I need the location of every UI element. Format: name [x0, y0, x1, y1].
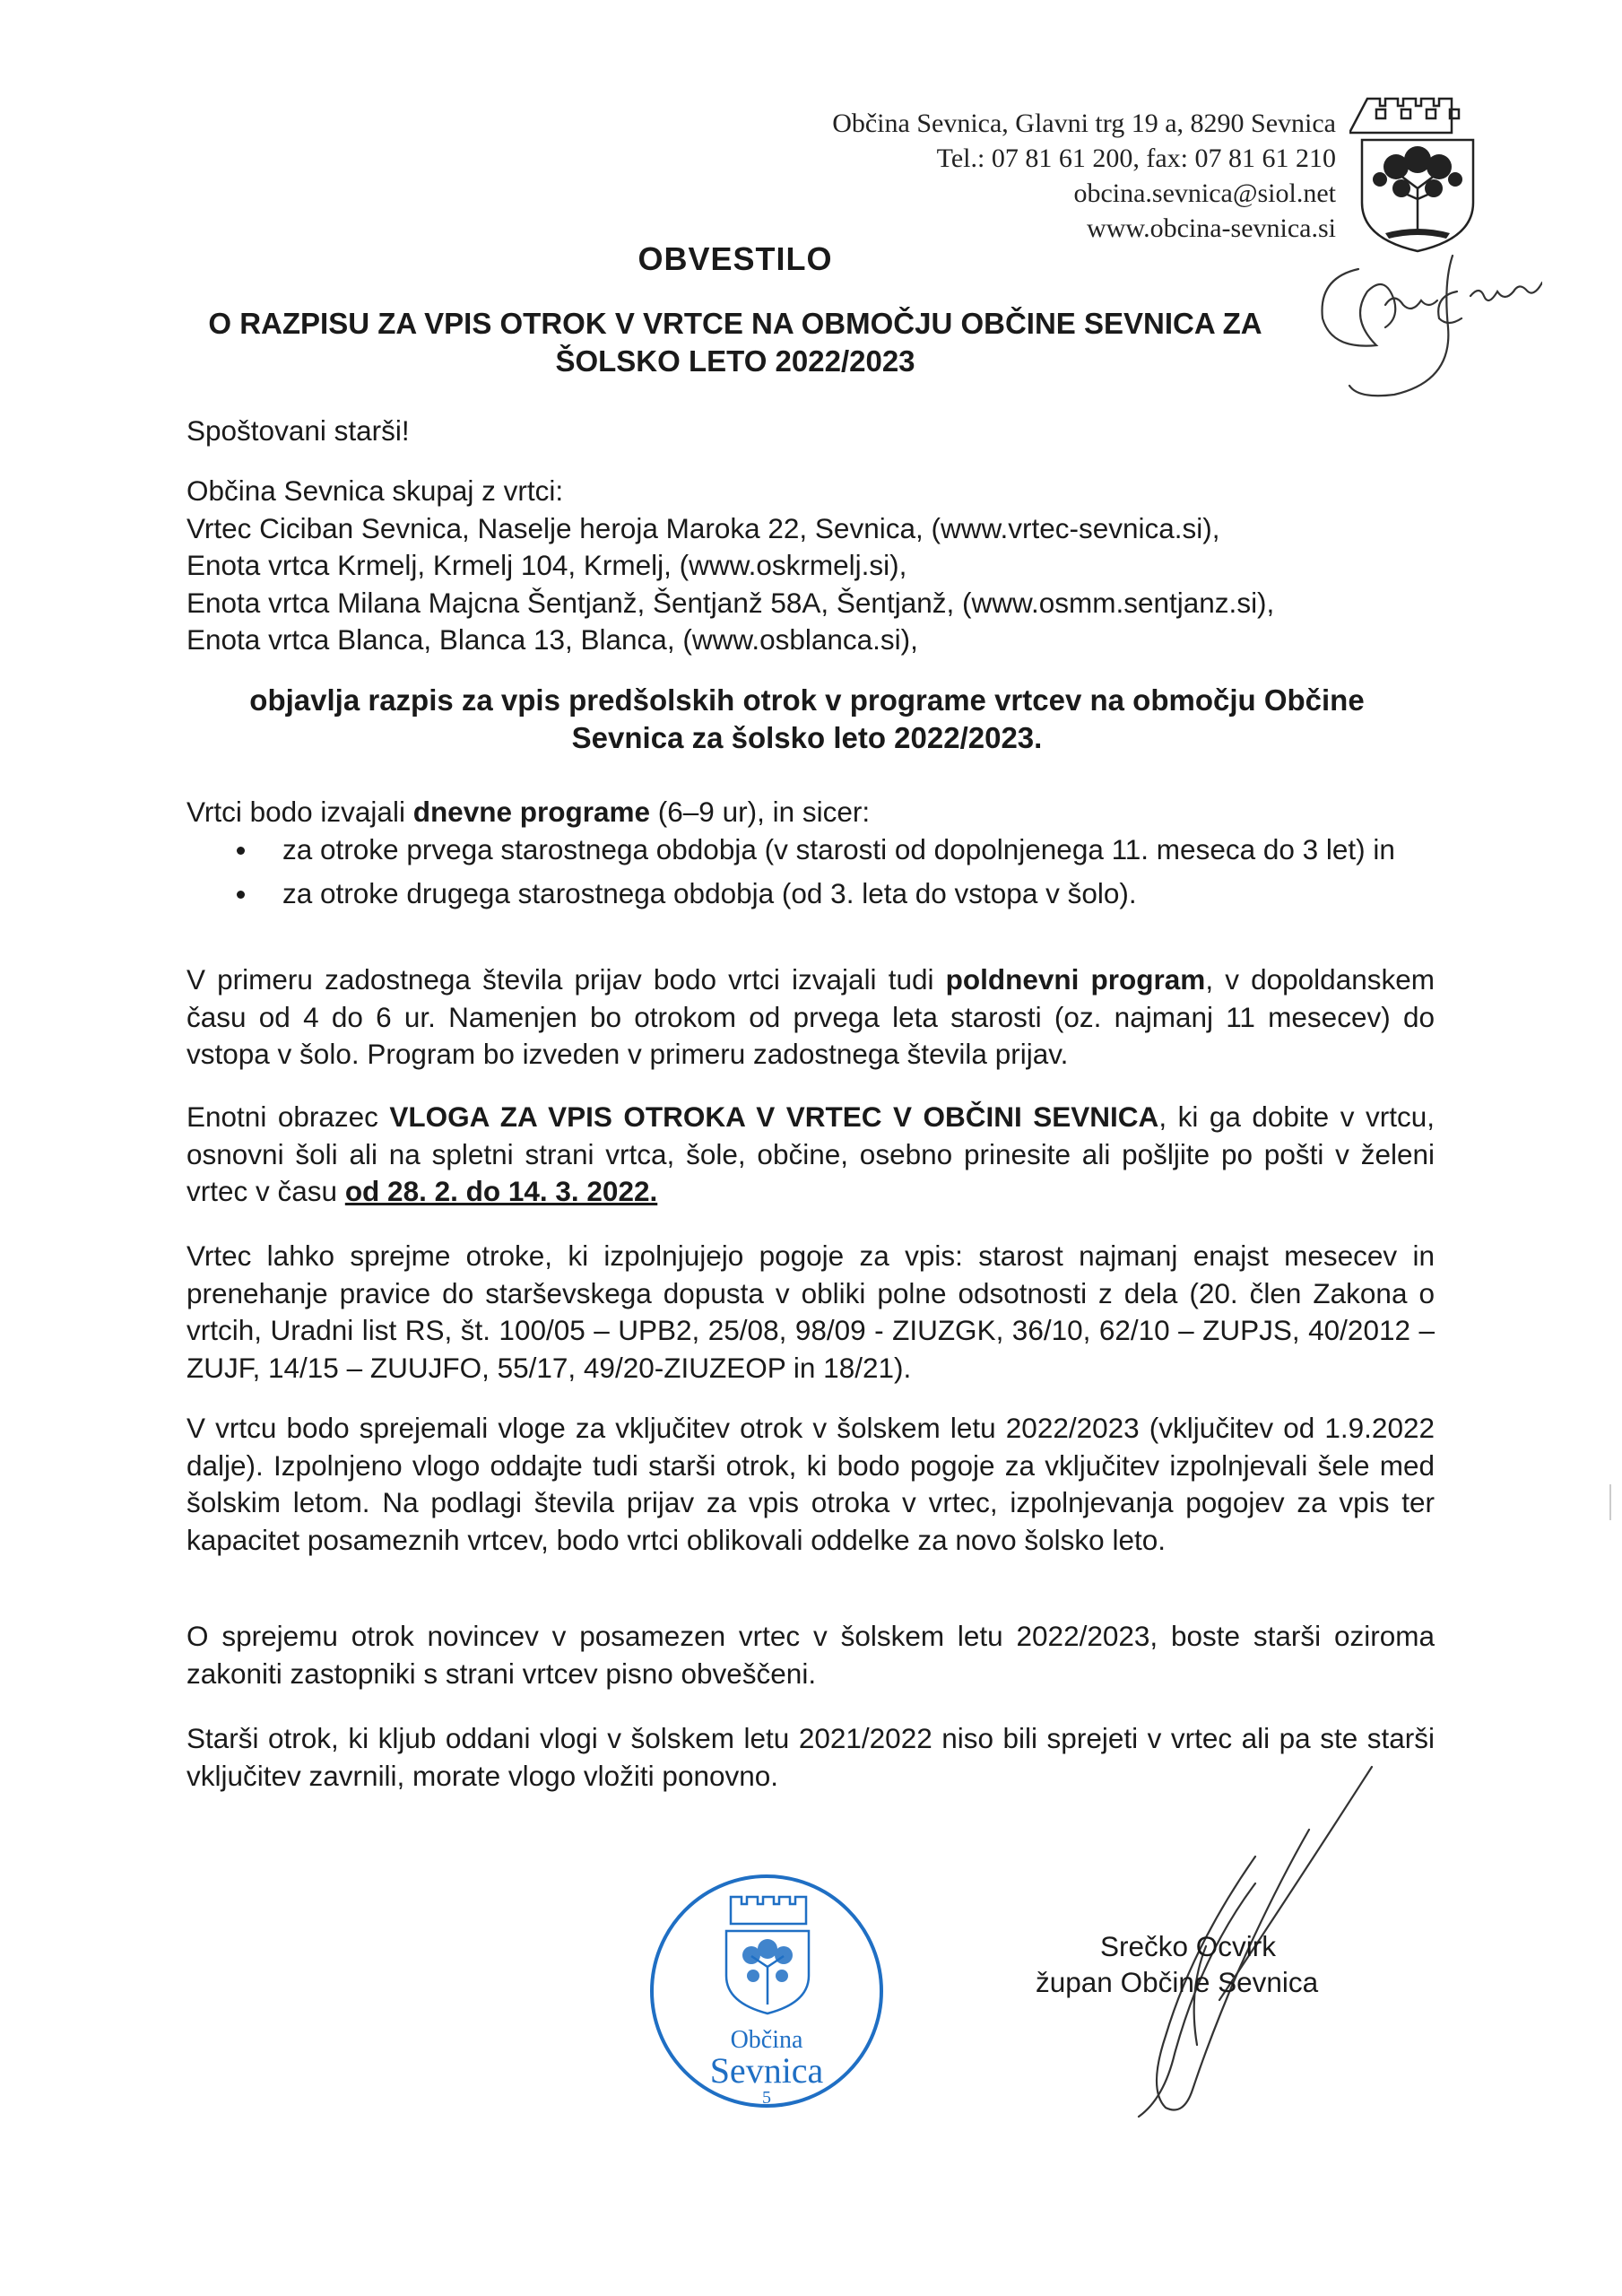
announcement: [179, 682, 1435, 757]
municipality-crest-icon: [1349, 90, 1484, 256]
handwritten-signature-top-icon: [1305, 242, 1542, 404]
form-name-bold: VLOGA ZA VPIS OTROKA V VRTEC V OBČINI SEVNICA: [389, 1100, 1159, 1133]
programs-list: [186, 831, 1435, 913]
signatory-role: župan Občine Sevnica: [1036, 1966, 1319, 1998]
letterhead-phone: Tel.: 07 81 61 200, fax: 07 81 61 210: [936, 144, 1336, 173]
stamp-number: 5: [762, 2088, 771, 2108]
unit-blanca: Enota vrtca Blanca, Blanca 13, Blanca, (www.osblanca.si),: [186, 623, 918, 656]
programs-lead-bold: dnevne programe: [412, 796, 651, 828]
letterhead-web: www.obcina-sevnica.si: [1087, 213, 1336, 243]
half-day-bold: poldnevni program: [945, 963, 1206, 996]
unit-sentjanz: Enota vrtca Milana Majcna Šentjanž, Šentjanž 58A, Šentjanž, (www.osmm.sentjanz.si),: [186, 586, 1275, 619]
half-day-paragraph: V primeru zadostnega števila prijav bodo vrtci izvajali tudi poldnevni program, v dopoldanskem času od 4 do 6 ur. Namenjen bo otrokom od prvega leta starosti (oz. najmanj 11 mesecev) do vstopa v šolo. Program bo izveden v primeru zadostnega števila prijav.: [186, 963, 1435, 1070]
list-item: za otroke drugega starostnega obdobja (od 3. leta do vstopa v šolo).: [186, 875, 1435, 913]
form-paragraph: Enotni obrazec VLOGA ZA VPIS OTROKA V VRTEC V OBČINI SEVNICA, ki ga dobite v vrtcu, osnovni šoli ali na spletni strani vrtca, šole, občine, osebno prinesite ali pošljite po pošti v želeni vrtec v času od 28. 2. do 14. 3. 2022.: [186, 1100, 1435, 1207]
signatory: [1036, 1928, 1318, 2000]
letterhead-email: obcina.sevnica@siol.net: [1073, 178, 1336, 208]
programs-lead: Vrtci bodo izvajali dnevne programe (6–9 ur), in sicer:: [186, 796, 871, 828]
reapply-paragraph: Starši otrok, ki kljub oddani vlogi v šolskem letu 2021/2022 niso bili sprejeti v vrtec ali pa ste starši vključitev zavrnili, morate vlogo vložiti ponovno.: [186, 1722, 1435, 1792]
programs-section: [186, 794, 1435, 913]
stamp-text-1: Občina: [730, 2026, 803, 2054]
document-subtitle: [179, 305, 1291, 380]
list-item: za otroke prvega starostnega obdobja (v starosti od dopolnjenega 11. meseca do 3 let) in: [186, 831, 1435, 869]
applications-paragraph: V vrtcu bodo sprejemali vloge za vključitev otrok v šolskem letu 2022/2023 (vključitev od 1.9.2022 dalje). Izpolnjeno vlogo oddajte tudi starši otrok, ki bodo pogoje za vključitev izpolnjevali šele med šolskim letom. Na podlagi števila prijav za vpis otroka v vrtec, izpolnjevanja pogojev za vpis ter kapacitet posameznih vrtcev, bodo vrtci oblikovali oddelke za novo šolsko leto.: [186, 1412, 1435, 1556]
stamp-text-2: Sevnica: [709, 2050, 824, 2091]
document-title: OBVESTILO: [638, 240, 833, 277]
signatory-name: Srečko Ocvirk: [1100, 1930, 1277, 1962]
announcement-line-2: Sevnica za šolsko leto 2022/2023.: [571, 721, 1043, 754]
notification-paragraph: O sprejemu otrok novincev v posamezen vrtec v šolskem letu 2022/2023, boste starši oziroma zakoniti zastopniki s strani vrtcev pisno obveščeni.: [186, 1620, 1435, 1690]
letterhead-address: Občina Sevnica, Glavni trg 19 a, 8290 Sevnica: [832, 109, 1336, 138]
scan-edge-mark: [1609, 1484, 1611, 1520]
subtitle-line-2: ŠOLSKO LETO 2022/2023: [555, 344, 915, 378]
subtitle-line-1: O RAZPISU ZA VPIS OTROK V VRTCE NA OBMOČJU OBČINE SEVNICA ZA: [208, 307, 1262, 340]
announcement-line-1: objavlja razpis za vpis predšolskih otrok v programe vrtcev na območju Občine: [249, 683, 1365, 717]
unit-ciciban: Vrtec Ciciban Sevnica, Naselje heroja Maroka 22, Sevnica, (www.vrtec-sevnica.si),: [186, 511, 1220, 544]
stamp-seal-icon: [646, 1870, 888, 2112]
greeting: Spoštovani starši!: [186, 414, 410, 447]
letterhead: [717, 106, 1336, 246]
conditions-paragraph: Vrtec lahko sprejme otroke, ki izpolnjujejo pogoje za vpis: starost najmanj enajst mesecev in prenehanje pravice do starševskega dopusta v obliki polne odsotnosti z dela (20. člen Zakona o vrtcih, Uradni list RS, št. 100/05 – UPB2, 25/08, 98/09 - ZIUZGK, 36/10, 62/10 – ZUPJS, 40/2012 – ZUJF, 14/15 – ZUUJFO, 55/17, 49/20-ZIUZEOP in 18/21).: [186, 1239, 1435, 1384]
official-stamp: [646, 1870, 888, 2112]
deadline: od 28. 2. do 14. 3. 2022.: [344, 1175, 658, 1207]
unit-krmelj: Enota vrtca Krmelj, Krmelj 104, Krmelj, (www.oskrmelj.si),: [186, 549, 907, 581]
intro-lead: Občina Sevnica skupaj z vrtci:: [186, 474, 564, 507]
intro-block: [186, 473, 1435, 659]
